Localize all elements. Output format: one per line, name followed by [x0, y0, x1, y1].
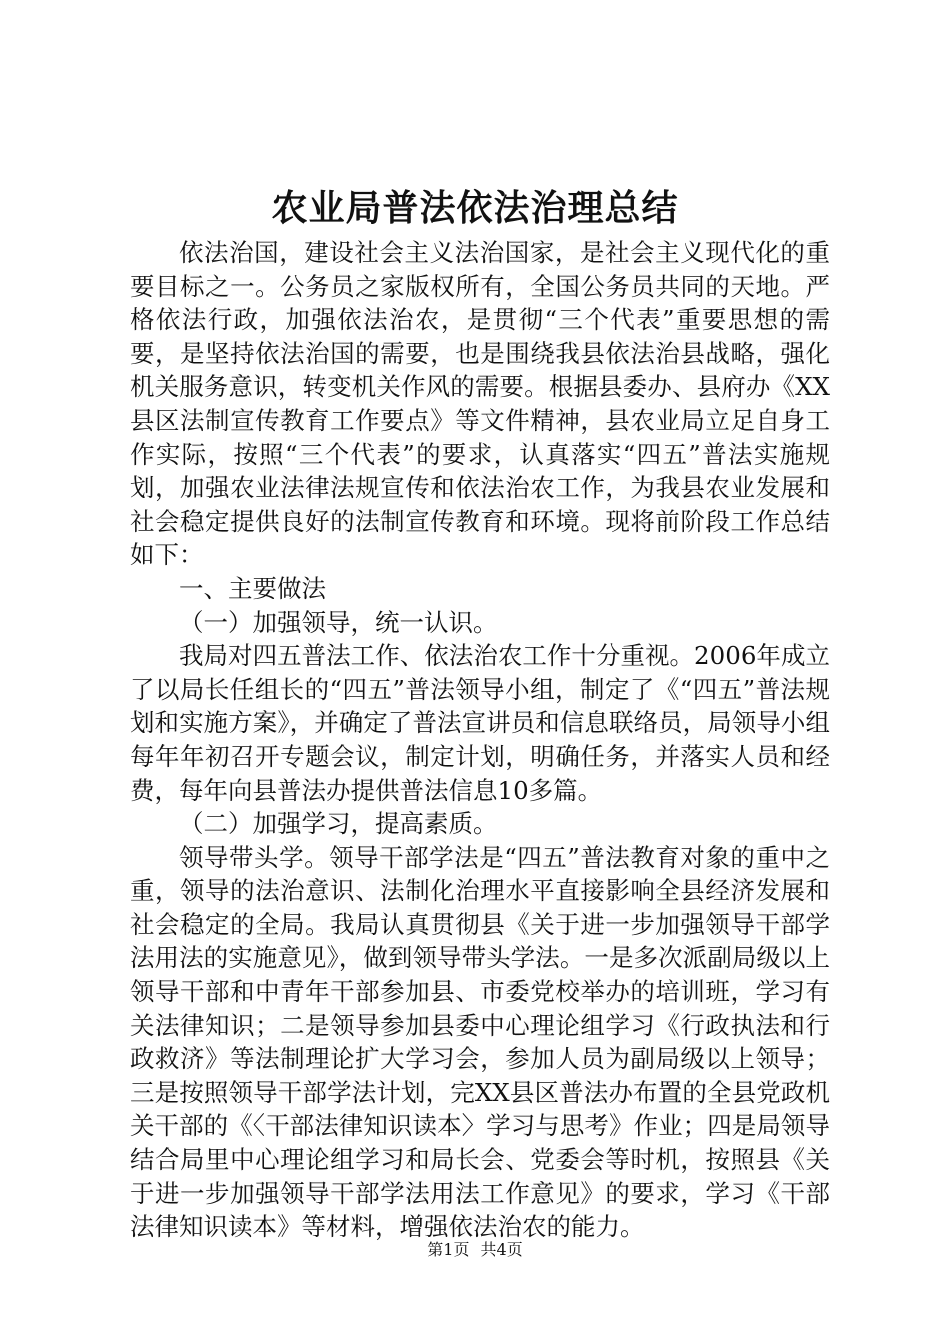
page-total: 共4页 [480, 1240, 523, 1259]
section-heading-main-practices: 一、主要做法 [179, 573, 326, 603]
subsection-heading-leadership: （一）加强领导，统一认识。 [179, 607, 498, 637]
document-body [130, 236, 830, 1244]
document-title: 农业局普法依法治理总结 [271, 187, 679, 229]
page-number: 第1页 [427, 1240, 470, 1259]
subsection-heading-study: （二）加强学习，提高素质。 [179, 809, 498, 839]
paragraph-leadership: 我局对四五普法工作、依法治农工作十分重视。2006年成立了以局长任组长的“四五”普法领导小组，制定了《“四五”普法规划和实施方案》，并确定了普法宣讲员和信息联络员，局领导小组每年年初召开专题会议，制定计划，明确任务，并落实人员和经费，每年向县普法办提供普法信息10多篇。 [130, 641, 830, 805]
paragraph-study: 领导带头学。领导干部学法是“四五”普法教育对象的重中之重，领导的法治意识、法制化治理水平直接影响全县经济发展和社会稳定的全局。我局认真贯彻县《关于进一步加强领导干部学法用法的实施意见》，做到领导带头学法。一是多次派副局级以上领导干部和中青年干部参加县、市委党校举办的培训班，学习有关法律知识；二是领导参加县委中心理论组学习《行政执法和行政救济》等法制理论扩大学习会，参加人员为副局级以上领导；三是按照领导干部学法计划，完XX县区普法办布置的全县党政机关干部的《〈干部法律知识读本〉学习与思考》作业；四是局领导结合局里中心理论组学习和局长会、党委会等时机，按照县《关于进一步加强领导干部学法用法工作意见》的要求，学习《干部法律知识读本》等材料，增强依法治农的能力。 [130, 842, 830, 1242]
page-footer [0, 1238, 950, 1262]
paragraph-intro: 依法治国，建设社会主义法治国家，是社会主义现代化的重要目标之一。公务员之家版权所有，全国公务员共同的天地。严格依法行政，加强依法治农，是贯彻“三个代表”重要思想的需要，是坚持依法治国的需要，也是围绕我县依法治县战略，强化机关服务意识，转变机关作风的需要。根据县委办、县府办《XX县区法制宣传教育工作要点》等文件精神，县农业局立足自身工作实际，按照“三个代表”的要求，认真落实“四五”普法实施规划，加强农业法律法规宣传和依法治农工作，为我县农业发展和社会稳定提供良好的法制宣传教育和环境。现将前阶段工作总结如下： [130, 238, 830, 570]
